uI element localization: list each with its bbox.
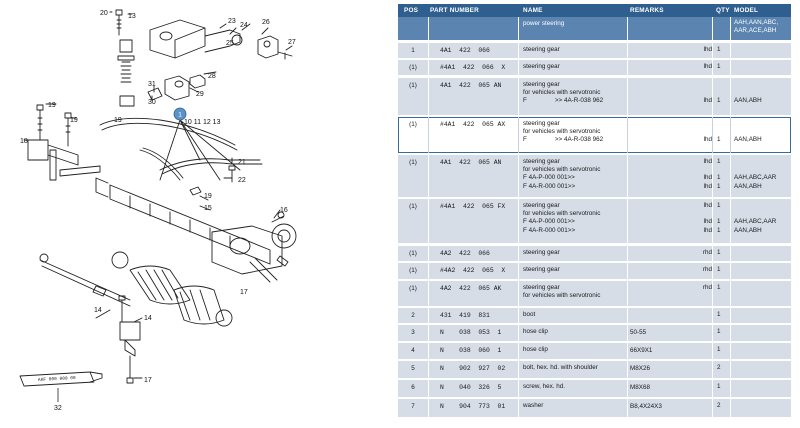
cell-model: AAH,ABC,AAR xyxy=(734,218,777,226)
exploded-parts-diagram xyxy=(0,0,398,428)
table-row[interactable] xyxy=(398,78,791,115)
cell-drive-side: lhd xyxy=(703,218,712,226)
boot-drawing xyxy=(130,266,190,304)
cell-name: bolt, hex. hd. with shoulder xyxy=(523,364,598,371)
cell-pos: 7 xyxy=(411,403,415,410)
cell-remarks: 66X9X1 xyxy=(630,347,653,354)
cell-part-number: #4A1 422 065 FX xyxy=(440,203,506,210)
column-separator xyxy=(712,281,713,306)
column-separator xyxy=(428,117,429,153)
cell-name: steering gear xyxy=(523,46,560,53)
column-separator xyxy=(428,43,429,58)
callout-label: 19 xyxy=(70,117,78,124)
cell-part-number: N 904 773 01 xyxy=(440,403,506,410)
cell-pos: (1) xyxy=(409,203,417,210)
column-separator xyxy=(730,343,731,359)
cell-qty: 1 xyxy=(717,249,721,256)
column-separator xyxy=(712,155,713,197)
cell-part-number: 4A1 422 065 AN xyxy=(440,82,502,89)
table-row[interactable] xyxy=(398,325,791,341)
column-separator xyxy=(428,246,429,261)
callout-label: 26 xyxy=(262,19,270,26)
column-separator xyxy=(730,17,731,40)
callout-label: 18 xyxy=(20,138,28,145)
column-separator xyxy=(627,281,628,306)
column-separator xyxy=(730,60,731,75)
callout-label: 31 xyxy=(148,81,156,88)
cell-pos: 1 xyxy=(411,47,415,54)
cell-name: steering gear xyxy=(523,202,560,209)
column-separator xyxy=(428,199,429,243)
cell-name: steering gear xyxy=(523,266,560,273)
callout-label: 17 xyxy=(240,289,248,296)
cell-qty: 1 xyxy=(717,311,721,318)
column-separator xyxy=(518,399,519,417)
cell-drive-side: rhd xyxy=(702,284,712,291)
callout-label: 13 xyxy=(128,13,136,20)
cell-name: steering gear xyxy=(523,284,560,291)
cell-qty: 1 xyxy=(717,202,721,209)
column-separator xyxy=(518,361,519,378)
column-separator xyxy=(712,325,713,341)
cell-name: for vehicles with servotronic xyxy=(523,128,601,136)
header-qty: QTY xyxy=(716,7,730,14)
header-part-number: PART NUMBER xyxy=(430,7,479,14)
bolt-20-drawing xyxy=(116,10,122,35)
table-row[interactable] xyxy=(398,361,791,378)
cell-remarks: 50-55 xyxy=(630,329,647,336)
column-separator xyxy=(518,343,519,359)
callout-label: 16 xyxy=(280,207,288,214)
cell-name: for vehicles with servotronic xyxy=(523,210,601,218)
callout-label: 32 xyxy=(54,405,62,412)
column-separator xyxy=(627,117,628,153)
cell-drive-side: lhd xyxy=(703,46,712,53)
table-row[interactable] xyxy=(398,343,791,359)
column-separator xyxy=(627,78,628,115)
callout-label: 10 11 12 13 xyxy=(184,119,221,126)
column-separator xyxy=(730,199,731,243)
cell-drive-side: lhd xyxy=(703,97,712,105)
column-separator xyxy=(712,246,713,261)
cell-part-number: 431 419 831 xyxy=(440,312,490,319)
column-separator xyxy=(518,43,519,58)
cell-name: F >> 4A-R-038 962 xyxy=(523,136,604,144)
column-separator xyxy=(428,155,429,197)
callout-label: 19 xyxy=(204,193,212,200)
column-separator xyxy=(712,380,713,397)
cell-qty: 1 xyxy=(717,328,721,335)
column-separator xyxy=(518,380,519,397)
column-separator xyxy=(518,281,519,306)
callout-label: 19 xyxy=(114,117,122,124)
column-separator xyxy=(518,60,519,75)
column-separator xyxy=(627,399,628,417)
cell-qty: 1 xyxy=(717,174,721,182)
cell-name: F 4A-R-000 001>> xyxy=(523,182,576,190)
column-separator xyxy=(712,343,713,359)
column-separator xyxy=(518,155,519,197)
callout-label: 27 xyxy=(288,39,296,46)
column-separator xyxy=(730,399,731,417)
column-separator xyxy=(712,78,713,115)
callout-label: 21 xyxy=(238,159,246,166)
column-separator xyxy=(627,308,628,323)
cell-part-number: N 040 326 5 xyxy=(440,384,502,391)
column-separator xyxy=(428,325,429,341)
cell-name: for vehicles with servotronic xyxy=(523,166,601,174)
column-separator xyxy=(712,361,713,378)
column-separator xyxy=(712,308,713,323)
cell-pos: 6 xyxy=(411,384,415,391)
cell-name: F 4A-R-000 001>> xyxy=(523,226,576,234)
cell-qty: 1 xyxy=(717,136,721,144)
column-separator xyxy=(627,263,628,279)
cell-qty: 2 xyxy=(717,402,721,409)
cell-drive-side: rhd xyxy=(702,266,712,273)
callout-label: 19 xyxy=(48,102,56,109)
column-separator xyxy=(712,43,713,58)
cell-part-number: #4A1 422 066 X xyxy=(440,64,506,71)
cell-drive-side: lhd xyxy=(703,226,712,234)
cell-qty: 1 xyxy=(717,218,721,226)
column-separator xyxy=(730,380,731,397)
table-row[interactable] xyxy=(398,308,791,323)
column-separator xyxy=(428,380,429,397)
cell-drive-side: lhd xyxy=(703,202,712,209)
cell-pos: (1) xyxy=(409,285,417,292)
column-separator xyxy=(712,263,713,279)
cell-drive-side: lhd xyxy=(703,174,712,182)
callout-label: 28 xyxy=(208,73,216,80)
cell-model: AAN,ABH xyxy=(734,136,762,144)
column-separator xyxy=(518,325,519,341)
diagram-drawing xyxy=(0,0,398,428)
column-separator xyxy=(627,343,628,359)
cell-part-number: N 902 927 02 xyxy=(440,365,506,372)
cell-model: AAN,ABH xyxy=(734,182,762,190)
column-separator xyxy=(428,281,429,306)
table-row[interactable] xyxy=(398,17,791,40)
cell-pos: 2 xyxy=(411,312,415,319)
column-separator xyxy=(518,263,519,279)
callout-label: 20 xyxy=(100,10,108,17)
table-row[interactable] xyxy=(398,43,791,58)
column-separator xyxy=(428,263,429,279)
cell-name: steering gear xyxy=(523,120,560,127)
cell-qty: 1 xyxy=(717,383,721,390)
column-separator xyxy=(730,43,731,58)
column-separator xyxy=(518,246,519,261)
cell-name: steering gear xyxy=(523,249,560,256)
column-separator xyxy=(428,78,429,115)
table-header xyxy=(398,4,791,17)
callout-label: 24 xyxy=(240,22,248,29)
cell-name: for vehicles with servotronic xyxy=(523,292,601,300)
callout-label: 14 xyxy=(94,307,102,314)
column-separator xyxy=(428,308,429,323)
table-row[interactable] xyxy=(398,281,791,306)
table-row[interactable] xyxy=(398,399,791,417)
column-separator xyxy=(712,117,713,153)
table-row[interactable] xyxy=(398,199,791,243)
cell-name: power steering xyxy=(523,20,565,27)
cell-part-number: N 038 053 1 xyxy=(440,329,502,336)
cell-model: AAR,ACE,ABH xyxy=(734,27,777,35)
cell-drive-side: rhd xyxy=(702,249,712,256)
cell-drive-side: lhd xyxy=(703,158,712,165)
table-row[interactable] xyxy=(398,155,791,197)
cell-qty: 1 xyxy=(717,226,721,234)
cell-qty: 1 xyxy=(717,158,721,165)
cell-name: screw, hex. hd. xyxy=(523,383,565,390)
parts-table xyxy=(398,0,800,428)
cell-part-number: #4A1 422 065 AX xyxy=(440,121,506,128)
cell-drive-side: lhd xyxy=(703,63,712,70)
cell-qty: 2 xyxy=(717,364,721,371)
column-separator xyxy=(428,361,429,378)
callout-label: 22 xyxy=(238,177,246,184)
cell-name: steering gear xyxy=(523,81,560,88)
column-separator xyxy=(627,155,628,197)
table-row[interactable] xyxy=(398,60,791,75)
cell-pos: (1) xyxy=(409,64,417,71)
column-separator xyxy=(730,281,731,306)
cell-drive-side: lhd xyxy=(703,136,712,144)
cell-name: hose clip xyxy=(523,328,548,335)
cell-name: steering gear xyxy=(523,63,560,70)
column-separator xyxy=(730,361,731,378)
column-separator xyxy=(627,361,628,378)
cell-name: F 4A-P-000 001>> xyxy=(523,218,575,226)
cell-qty: 1 xyxy=(717,346,721,353)
cell-name: boot xyxy=(523,311,536,318)
column-separator xyxy=(627,325,628,341)
column-separator xyxy=(627,246,628,261)
column-separator xyxy=(730,263,731,279)
cell-name: for vehicles with servotronic xyxy=(523,89,601,97)
column-separator xyxy=(730,117,731,153)
header-model: MODEL xyxy=(734,7,759,14)
callout-label: 23 xyxy=(228,18,236,25)
column-separator xyxy=(627,380,628,397)
column-separator xyxy=(428,399,429,417)
cell-part-number: 4A1 422 066 xyxy=(440,47,490,54)
cell-pos: (1) xyxy=(409,121,417,128)
cell-part-number: N 038 060 1 xyxy=(440,347,502,354)
cell-drive-side: lhd xyxy=(703,182,712,190)
cell-name: steering gear xyxy=(523,158,560,165)
column-separator xyxy=(730,308,731,323)
cell-pos: 5 xyxy=(411,365,415,372)
column-separator xyxy=(730,246,731,261)
cell-name: hose clip xyxy=(523,346,548,353)
column-separator xyxy=(627,43,628,58)
column-separator xyxy=(518,17,519,40)
cell-remarks: M8X68 xyxy=(630,384,650,391)
cell-part-number: 4A1 422 065 AN xyxy=(440,159,502,166)
column-separator xyxy=(730,325,731,341)
column-separator xyxy=(712,399,713,417)
cell-name: washer xyxy=(523,402,544,409)
header-pos: POS xyxy=(404,7,419,14)
tube-label: AKF 000 000 00 xyxy=(37,376,76,383)
column-separator xyxy=(712,17,713,40)
table-row[interactable] xyxy=(398,246,791,261)
cell-pos: (1) xyxy=(409,267,417,274)
cell-model: AAH,AAN,ABC, xyxy=(734,19,779,26)
header-remarks: REMARKS xyxy=(630,7,664,14)
callout-label: 15 xyxy=(204,205,212,212)
cell-remarks: B8,4X24X3 xyxy=(630,403,662,410)
cell-pos: (1) xyxy=(409,159,417,166)
callout-selected-label: 1 xyxy=(178,111,182,119)
cell-pos: (1) xyxy=(409,82,417,89)
column-separator xyxy=(627,199,628,243)
callout-label: 29 xyxy=(196,91,204,98)
column-separator xyxy=(730,155,731,197)
callout-label: 25 xyxy=(226,40,234,47)
column-separator xyxy=(518,78,519,115)
cell-qty: 1 xyxy=(717,46,721,53)
cell-qty: 1 xyxy=(717,284,721,291)
column-separator xyxy=(428,343,429,359)
cell-qty: 1 xyxy=(717,266,721,273)
column-separator xyxy=(428,60,429,75)
table-row[interactable] xyxy=(398,380,791,397)
cell-remarks: M8X26 xyxy=(630,365,650,372)
callout-label: 14 xyxy=(144,315,152,322)
column-separator xyxy=(518,308,519,323)
cell-name: F 4A-P-000 001>> xyxy=(523,174,575,182)
column-separator xyxy=(428,17,429,40)
cell-model: AAN,ABH xyxy=(734,226,762,234)
cell-name: F >> 4A-R-038 962 xyxy=(523,97,604,105)
cell-qty: 1 xyxy=(717,182,721,190)
callout-label: 17 xyxy=(144,377,152,384)
column-separator xyxy=(518,117,519,153)
column-separator xyxy=(627,60,628,75)
cell-qty: 1 xyxy=(717,63,721,70)
callout-label: 30 xyxy=(148,99,156,106)
cell-qty: 1 xyxy=(717,97,721,105)
cell-pos: (1) xyxy=(409,250,417,257)
column-separator xyxy=(518,199,519,243)
table-row[interactable] xyxy=(398,263,791,279)
cell-part-number: 4A2 422 065 AK xyxy=(440,285,502,292)
column-separator xyxy=(627,17,628,40)
column-separator xyxy=(730,78,731,115)
cell-model: AAH,ABC,AAR xyxy=(734,174,777,182)
cell-part-number: 4A2 422 066 xyxy=(440,250,490,257)
column-separator xyxy=(712,60,713,75)
column-separator xyxy=(712,199,713,243)
cell-part-number: #4A2 422 065 X xyxy=(440,267,506,274)
header-name: NAME xyxy=(523,7,543,14)
cell-pos: 4 xyxy=(411,347,415,354)
table-row[interactable] xyxy=(398,117,791,153)
cell-model: AAN,ABH xyxy=(734,97,762,105)
cell-pos: 3 xyxy=(411,329,415,336)
